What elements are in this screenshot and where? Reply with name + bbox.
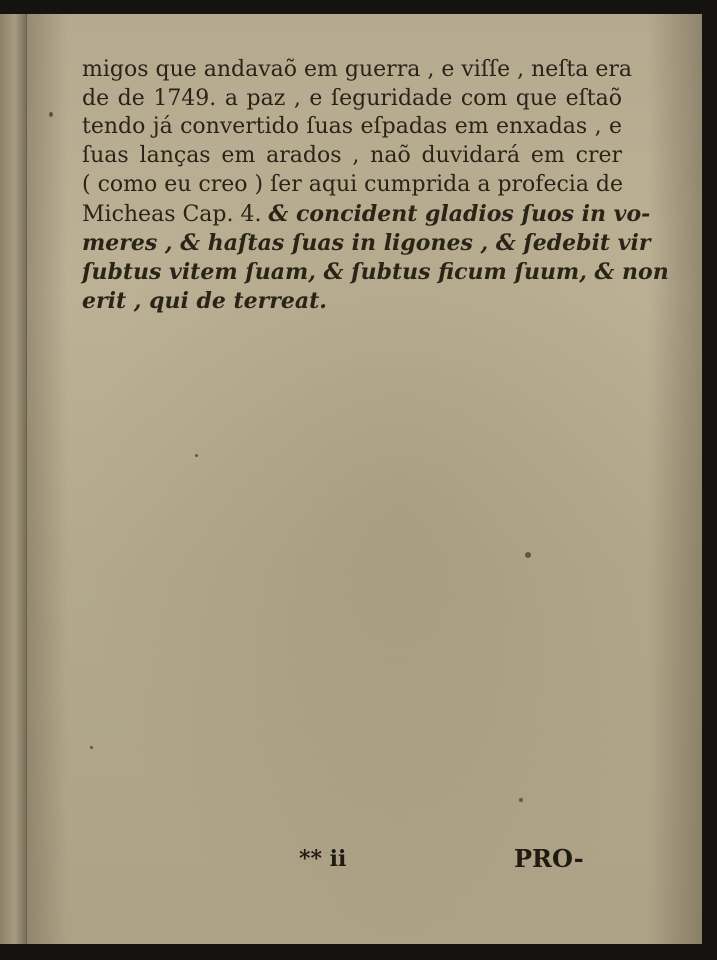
latin-quotation-line: meres , & haſtas ſuas in ligones , & ſedebit vir bbox=[82, 230, 651, 257]
text-line: tendo já convertido ſuas eſpadas em enxadas , e bbox=[82, 114, 622, 140]
text-line: ( como eu creo ) ſer aqui cumprida a profecia de bbox=[82, 171, 624, 197]
facing-page-edge bbox=[0, 14, 28, 944]
text-line bbox=[82, 200, 651, 230]
paper-spot bbox=[519, 798, 523, 802]
paper-spot bbox=[90, 746, 93, 749]
paper-spot bbox=[525, 552, 531, 558]
paper-spot bbox=[195, 454, 198, 457]
signature-mark: ** ii bbox=[299, 846, 347, 872]
catchword: PRO- bbox=[514, 844, 584, 873]
page bbox=[26, 14, 702, 944]
text-line: ſuas lanças em arados , naõ duvidará em crer bbox=[82, 143, 622, 169]
text-line: de de 1749. a paz , e ſeguridade com que eſtaõ bbox=[82, 85, 622, 111]
text-line: migos que andavaõ em guerra , e viſſe , neſta era bbox=[82, 57, 633, 82]
latin-quotation-line: ſubtus vitem ſuam, & ſubtus ficum ſuum, & non bbox=[82, 258, 669, 285]
latin-quotation: & concident gladios ſuos in vo- bbox=[268, 200, 651, 227]
latin-quotation-line: erit , qui de terreat. bbox=[82, 287, 327, 314]
body-text bbox=[82, 56, 669, 315]
paper-spot bbox=[49, 112, 53, 117]
citation-reference: Micheas Cap. 4. bbox=[82, 201, 262, 227]
